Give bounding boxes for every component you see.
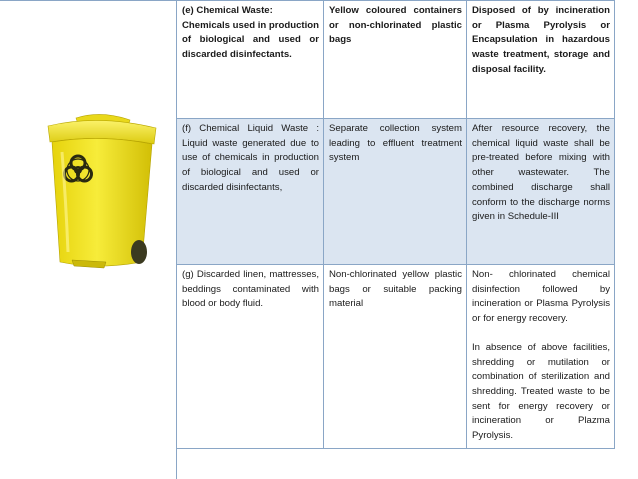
- biohazard-bin-icon: [38, 112, 164, 272]
- disposal-cell: [467, 119, 615, 265]
- waste-category-cell: [177, 265, 324, 449]
- container-text: Separate collection system leading to effluent treatment system: [329, 123, 462, 164]
- table-top-border: [0, 0, 177, 1]
- container-text: Yellow coloured containers or non-chlorinated plastic bags: [329, 5, 462, 46]
- table-row: [177, 265, 615, 449]
- disposal-text: After resource recovery, the chemical liquid waste shall be pre-treated before mixing with other wastewater. The combined discharge shall conform to the discharge norms given in Schedule-III: [472, 123, 610, 223]
- disposal-text: Disposed of by incineration or Plasma Pyrolysis or Encapsulation in hazardous waste treatment, storage and disposal facility.: [472, 5, 610, 75]
- yellow-biohazard-bin-image: [38, 112, 164, 272]
- disposal-text-2: In absence of above facilities, shredding or mutilation or combination of sterilization and shredding. Treated waste to be sent for energy recovery or incineration or Plazma Pyrolysis.: [472, 341, 610, 442]
- category-description: Chemicals used in production of biological and used or discarded disinfectants.: [182, 19, 319, 61]
- biomedical-waste-table: [176, 0, 615, 449]
- waste-category-cell: [177, 119, 324, 265]
- container-cell: [324, 265, 467, 449]
- waste-category-cell: [177, 1, 324, 119]
- container-cell: [324, 119, 467, 265]
- container-text: Non-chlorinated yellow plastic bags or suitable packing material: [329, 269, 462, 310]
- paragraph-gap: [472, 327, 610, 341]
- disposal-cell: [467, 1, 615, 119]
- category-text: (f) Chemical Liquid Waste : Liquid waste generated due to use of chemicals in production of biological and used or discarded disinfectants,: [182, 123, 319, 193]
- table-row: [177, 119, 615, 265]
- category-title: (e) Chemical Waste:: [182, 5, 273, 16]
- table-row: [177, 1, 615, 119]
- container-cell: [324, 1, 467, 119]
- disposal-text-1: Non- chlorinated chemical disinfection followed by incineration or Plasma Pyrolysis or for energy recovery.: [472, 269, 610, 325]
- disposal-cell: [467, 265, 615, 449]
- category-text: (g) Discarded linen, mattresses, beddings contaminated with blood or body fluid.: [182, 269, 319, 310]
